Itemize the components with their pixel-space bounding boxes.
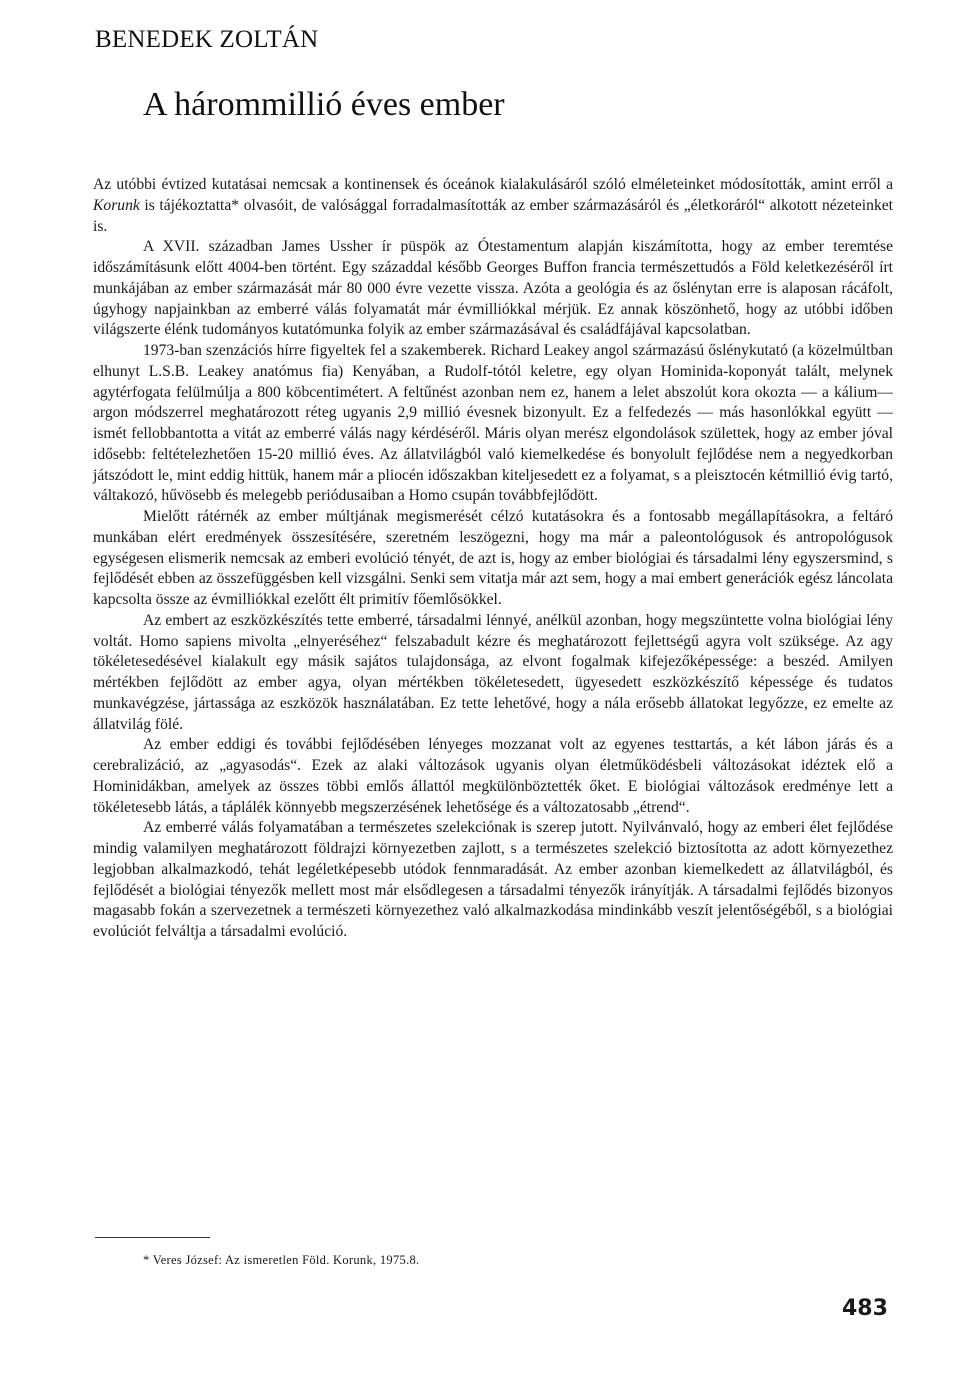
paragraph-text: Az utóbbi évtized kutatásai nemcsak a kontinensek és óceánok kialakulásáról szóló elméleteinket módosították, amint erről a: [93, 176, 893, 193]
paragraph-5: Az embert az eszközkészítés tette emberré, társadalmi lénnyé, anélkül azonban, hogy megszüntette volna biológiai lény voltát. Homo sapiens mivolta „elnyeréséhez“ felszabadult kézre és meghatározott fejlettségű agyra volt szüksége. Az agy tökéletesedésével kialakult egy másik sajátos tulajdonsága, az elvont fogalmak kifejezőképessége: a beszéd. Amilyen mértékben fejlődött az ember agya, olyan mértékben tökéletesedett, ügyesedett eszközkészítő képessége és tudatos munkavégzése, jártassága az eszközök használatában. Ez tette lehetővé, hogy a nála erősebb állatokat legyőzze, ez emelte az állatvilág fölé.: [93, 611, 893, 733]
paragraph-2: A XVII. században James Ussher ír püspök az Ótestamentum alapján kiszámította, hogy az ember teremtése időszámításunk előtt 4004-ben történt. Egy századdal később Georges Buffon francia természettudós a Föld keletkezéséről írt munkájában az ember származását már 80 000 évre vezette vissza. Azóta a geológia és az őslénytan erre is alaposan rácáfolt, úgyhogy napjainkban az emberré válás folyamatát már évmilliókkal mérjük. Ez annak köszönhető, hogy az utóbbi időben világszerte élénk tudományos kutatómunka folyik az ember származásával és családfájával kapcsolatban.: [93, 238, 893, 339]
paragraph-4: Mielőtt rátérnék az ember múltjának megismerését célzó kutatásokra és a fontosabb megállapításokra, a feltáró munkában elért eredmények összesítésére, szeretném leszögezni, hogy ma már a paleontológusok és antropológusok egységesen elismerik nemcsak az emberi evolúció tényét, de azt is, hogy az ember biológiai és társadalmi lény egyszersmind, s fejlődését ebben az összefüggésben kell vizsgálni. Senki sem vitatja már azt sem, hogy a mai embert generációk egész láncolata kapcsolta össze az évmilliókkal ezelőtt élt primitív főemlősökkel.: [93, 508, 893, 608]
paragraph-3: 1973-ban szenzációs hírre figyeltek fel a szakemberek. Richard Leakey angol származású őslénykutató (a közelmúltban elhunyt L.S.B. Leakey anatómus fia) Kenyában, a Rudolf-tótól keletre, egy olyan Hominida-koponyát talált, melynek agytérfogata felülmúlja a 800 köbcentimétert. A feltűnést azonban nem ez, hanem a lelet abszolút kora okozta — a kálium—argon módszerrel meghatározott réteg ugyanis 2,9 millió évesnek bizonyult. Ez a felfedezés — más hasonlókkal együtt — ismét fellobbantotta a vitát az emberré válás nagy kérdéséről. Máris olyan merész elgondolások születtek, hogy az ember jóval idősebb: feltételezhetően 15-20 millió éves. Az állatvilágból való kiemelkedése és bonyolult fejlődése nem a negyedkorban játszódott le, mint eddig hittük, hanem már a pliocén időszakban kiteljesedett ez a folyamat, s a pleisztocén kétmillió évig tartó, váltakozó, hűvösebb és melegebb periódusaiban a Homo csupán továbbfejlődött.: [93, 342, 893, 505]
page-number: 483: [842, 1296, 888, 1321]
paragraph-7: Az emberré válás folyamatában a természetes szelekciónak is szerep jutott. Nyilvánvaló, hogy az emberi élet fejlődése mindig valamilyen meghatározott földrajzi környezetben zajlott, s a természetes szelekció biztosította az adott környezethez legjobban alkalmazkodó, tehát legéletképesebb utódok fennmaradását. Az ember azonban kiemelkedett az állatvilágból, és fejlődését a biológiai tényezők mellett most már elsődlegesen a társadalmi tényezők irányítják. A társadalmi fejlődés bizonyos magasabb fokán a szervezetnek a természeti környezethez való alkalmazkodása mindinkább veszít jelentőségéből, s a biológiai evolúciót felváltja a társadalmi evolúció.: [93, 819, 893, 940]
footnote-divider: [95, 1237, 210, 1238]
paragraph-1: [93, 175, 893, 237]
article-title: A hárommillió éves ember: [143, 86, 505, 123]
paragraph-6: Az ember eddigi és további fejlődésében lényeges mozzanat volt az egyenes testtartás, a két lábon járás és a cerebralizáció, az „agyasodás“. Ezek az alaki változások ugyanis olyan életműködésbeli változásokat idéztek elő a Hominidákban, amelyek az összes többi emlős állattól megkülönböztették őket. E biológiai változások eredménye lett a tökéletesebb látás, a táplálék könnyebb megszerzésének lehetősége és a változatosabb „étrend“.: [93, 736, 893, 816]
journal-name: Korunk: [93, 196, 140, 214]
footnote: * Veres József: Az ismeretlen Föld. Korunk, 1975.8.: [143, 1253, 420, 1267]
paragraph-text: is tájékoztatta* olvasóit, de valósággal forradalmasították az ember származásáról és „életkoráról“ alkotott nézeteinket is.: [93, 196, 893, 235]
author-name: BENEDEK ZOLTÁN: [95, 26, 319, 53]
article-body: [93, 175, 893, 943]
